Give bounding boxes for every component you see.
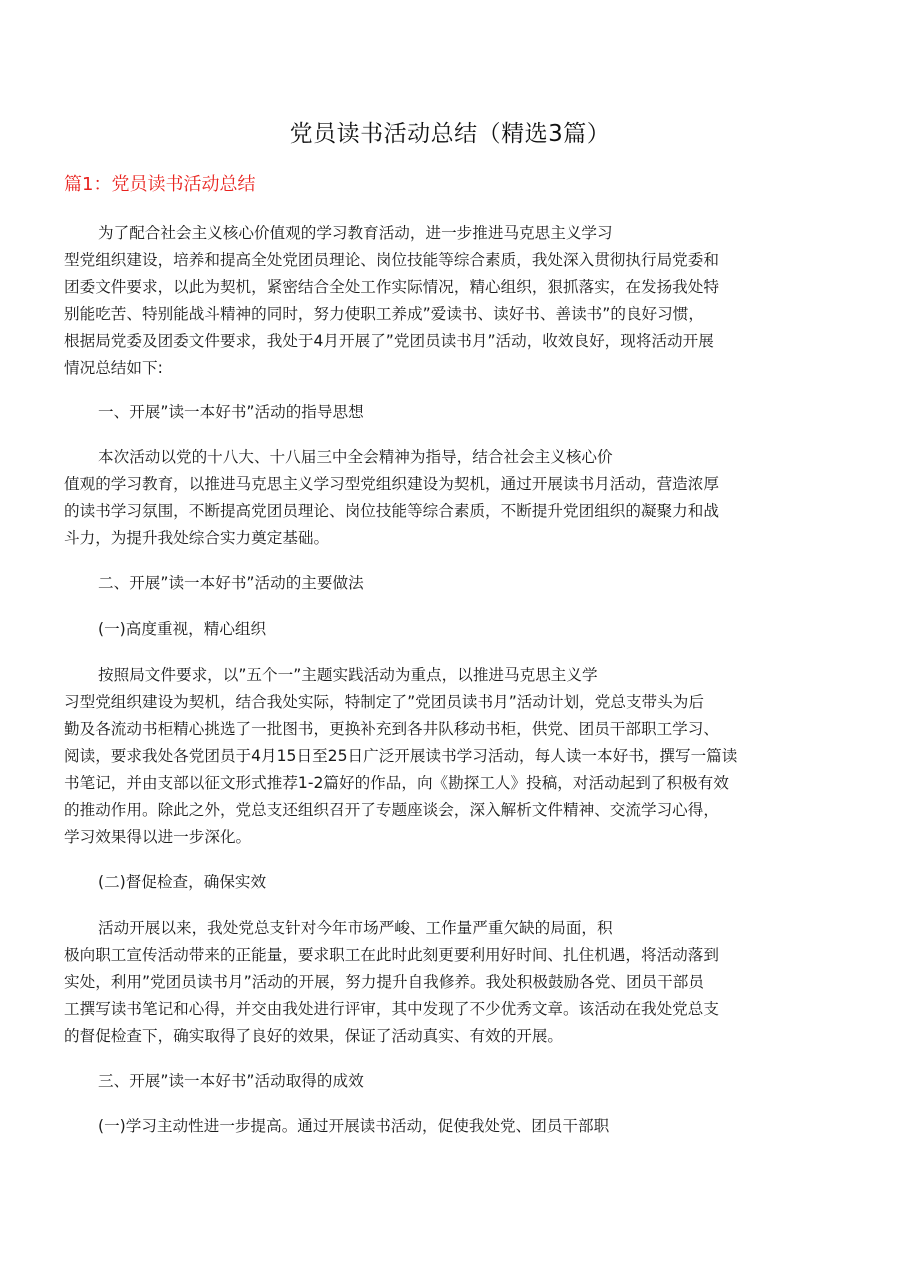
paragraph-line: 实处，利用”党团员读书月”活动的开展，努力提升自我修养。我处积极鼓励各党、团员干部员: [64, 973, 704, 991]
document-title: 党员读书活动总结（精选3篇）: [289, 121, 611, 147]
paragraph-line: 根据局党委及团委文件要求，我处于4月开展了”党团员读书月”活动，收效良好，现将活动开展: [64, 332, 714, 350]
paragraph-line: 工撰写读书笔记和心得，并交由我处进行评审，其中发现了不少优秀文章。该活动在我处党总支: [64, 1000, 719, 1018]
paragraph-line: 的读书学习氛围，不断提高党团员理论、岗位技能等综合素质，不断提升党团组织的凝聚力和战: [64, 502, 719, 520]
paragraph-line: 斗力，为提升我处综合实力奠定基础。: [64, 529, 330, 547]
paragraph-line: 别能吃苦、特别能战斗精神的同时，努力使职工养成”爱读书、读好书、善读书”的良好习惯，: [64, 305, 704, 323]
paragraph-line: 的督促检查下，确实取得了良好的效果，保证了活动真实、有效的开展。: [64, 1027, 564, 1045]
paragraph-line: 本次活动以党的十八大、十八届三中全会精神为指导，结合社会主义核心价: [98, 448, 613, 466]
paragraph-line: 情况总结如下:: [64, 359, 163, 377]
paragraph-line: 值观的学习教育，以推进马克思主义学习型党组织建设为契机，通过开展读书月活动，营造浓厚: [64, 475, 719, 493]
section-heading: 篇1：党员读书活动总结: [64, 174, 256, 195]
paragraph-line: 书笔记，并由支部以征文形式推荐1-2篇好的作品，向《勘探工人》投稿，对活动起到了积极有效: [64, 774, 729, 792]
paragraph-line: 的推动作用。除此之外，党总支还组织召开了专题座谈会，深入解析文件精神、交流学习心得，: [64, 801, 719, 819]
subsection-heading: 三、开展”读一本好书”活动取得的成效: [98, 1072, 364, 1090]
paragraph-line: 学习效果得以进一步深化。: [64, 828, 252, 846]
subsection-heading: 一、开展”读一本好书”活动的指导思想: [98, 403, 364, 421]
subsection-heading: 二、开展”读一本好书”活动的主要做法: [98, 574, 364, 592]
paragraph-line: 习型党组织建设为契机，结合我处实际，特制定了”党团员读书月”活动计划，党总支带头为后: [64, 693, 704, 711]
paragraph-line: 阅读，要求我处各党团员于4月15日至25日广泛开展读书学习活动，每人读一本好书，撰写一篇读: [64, 747, 738, 765]
subsection-heading: (一)高度重视，精心组织: [98, 620, 267, 638]
paragraph-line: 为了配合社会主义核心价值观的学习教育活动，进一步推进马克思主义学习: [98, 224, 613, 242]
paragraph-line: 极向职工宣传活动带来的正能量，要求职工在此时此刻更要利用好时间、扎住机遇，将活动落到: [64, 946, 719, 964]
paragraph-line: 活动开展以来，我处党总支针对今年市场严峻、工作量严重欠缺的局面，积: [98, 919, 613, 937]
paragraph-line: 团委文件要求，以此为契机，紧密结合全处工作实际情况，精心组织，狠抓落实，在发扬我处特: [64, 278, 719, 296]
paragraph-line: 勤及各流动书柜精心挑选了一批图书，更换补充到各井队移动书柜，供党、团员干部职工学习、: [64, 720, 719, 738]
subsection-heading: (二)督促检查，确保实效: [98, 873, 267, 891]
paragraph-line: 型党组织建设，培养和提高全处党团员理论、岗位技能等综合素质，我处深入贯彻执行局党委和: [64, 251, 719, 269]
paragraph-line: 按照局文件要求，以”五个一”主题实践活动为重点，以推进马克思主义学: [98, 666, 598, 684]
paragraph-line: (一)学习主动性进一步提高。通过开展读书活动，促使我处党、团员干部职: [98, 1117, 610, 1135]
